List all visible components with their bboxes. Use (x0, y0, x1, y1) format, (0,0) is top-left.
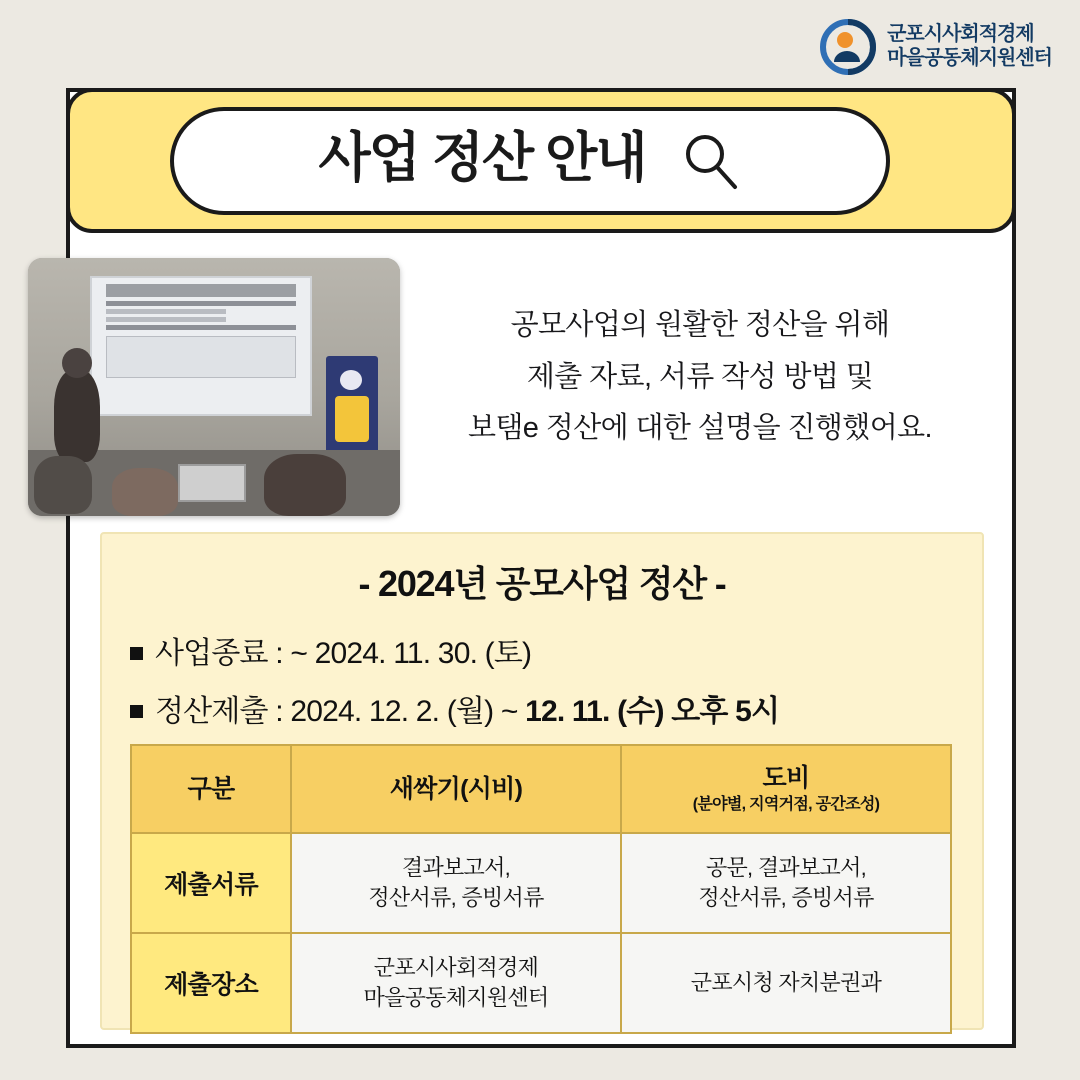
table-header-dobi-sub: (분야별, 지역거점, 공간조성) (692, 796, 880, 814)
table-row (131, 833, 951, 933)
cell-line: 정산서류, 증빙서류 (698, 885, 874, 910)
search-icon (680, 130, 742, 192)
info-title: - 2024년 공모사업 정산 - (358, 563, 726, 604)
cell-line: 공문, 결과보고서, (705, 855, 867, 881)
circle-person-logo-icon (819, 18, 877, 76)
photo-slide-line (106, 317, 226, 322)
table-row (131, 933, 951, 1033)
table-header-row (131, 745, 951, 833)
bullet-value-1: ~ 2024. 11. 30. (토) (290, 637, 532, 670)
table-cell-documents-saessakgi (291, 833, 621, 933)
photo-audience (112, 468, 178, 516)
table-row-label-documents: 제출서류 (131, 833, 291, 933)
info-bullet-submit-date (130, 686, 779, 730)
cell-line: 결과보고서, (401, 855, 511, 881)
logo-text (887, 23, 1052, 70)
intro-paragraph (420, 300, 980, 455)
table-header-dobi-main: 도비 (762, 764, 810, 793)
logo-line-2: 마을공동체지원센터 (887, 47, 1052, 69)
brand-logo (819, 18, 1052, 76)
photo-audience (264, 454, 346, 516)
table-header-category: 구분 (131, 745, 291, 833)
bullet-value-2: 2024. 12. 2. (월) ~ (290, 695, 526, 728)
table-header-saessakgi: 새싹기(시비) (291, 745, 621, 833)
event-photo (28, 258, 400, 516)
bullet-square-icon (130, 705, 143, 718)
bullet-emphasis-2: 12. 11. (수) 오후 5시 (525, 695, 780, 728)
photo-presenter (54, 370, 100, 462)
photo-banner-block (335, 396, 369, 442)
page-title: 사업 정산 안내 (318, 128, 646, 188)
bullet-square-icon (130, 647, 143, 660)
submission-table (130, 744, 952, 1034)
intro-line-2: 제출 자료, 서류 작성 방법 및 (526, 360, 874, 393)
info-bullet-end-date (130, 628, 531, 672)
photo-laptop (178, 464, 246, 502)
photo-audience (34, 456, 92, 514)
logo-line-1: 군포시사회적경제 (887, 23, 1034, 46)
intro-line-3: 보탬e 정산에 대한 설명을 진행했어요. (467, 412, 933, 445)
title-pill (170, 107, 890, 215)
cell-line: 군포시청 자치분권과 (690, 970, 882, 996)
bullet-label-2: 정산제출 : (155, 695, 291, 728)
table-cell-documents-dobi (621, 833, 951, 933)
table-row-label-place: 제출장소 (131, 933, 291, 1033)
photo-banner-circle (340, 370, 362, 390)
photo-slide-title (106, 284, 296, 297)
intro-line-1: 공모사업의 원활한 정산을 위해 (510, 309, 890, 341)
table-cell-place-saessakgi (291, 933, 621, 1033)
photo-slide-line (106, 301, 296, 306)
table-header-dobi (621, 745, 951, 833)
cell-line: 군포시사회적경제 (373, 955, 539, 981)
cell-line: 마을공동체지원센터 (363, 985, 549, 1010)
photo-slide-line (106, 325, 296, 330)
photo-slide-table (106, 336, 296, 378)
photo-slide-line (106, 309, 226, 314)
table-cell-place-dobi (621, 933, 951, 1033)
photo-projection-screen (90, 276, 312, 416)
cell-line: 정산서류, 증빙서류 (368, 885, 544, 910)
bullet-label-1: 사업종료 : (155, 637, 291, 670)
